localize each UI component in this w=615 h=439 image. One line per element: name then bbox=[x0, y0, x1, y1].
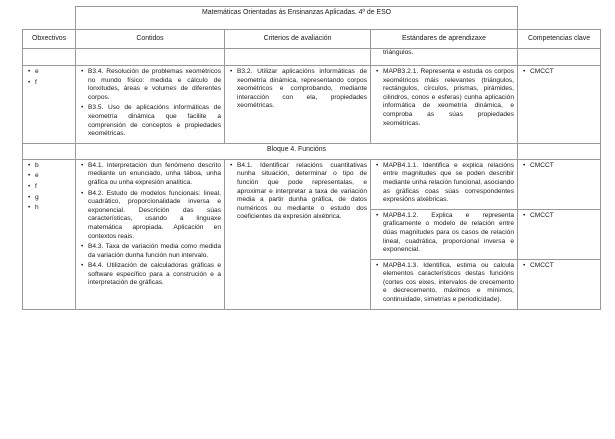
objective-item: • h bbox=[35, 204, 72, 213]
competence-item: • CMCCT bbox=[530, 162, 597, 171]
objective-item: • e bbox=[35, 68, 72, 77]
objective-item: • g bbox=[35, 194, 72, 203]
continuation-text: triángulos. bbox=[383, 49, 414, 56]
row-objectives bbox=[23, 66, 76, 144]
block4-competence-3 bbox=[518, 259, 601, 309]
header-competences: Competencias clave bbox=[518, 30, 601, 49]
content-item: • B4.3. Taxa de variación media como medida da variación dunha función nun intervalo. bbox=[88, 243, 221, 260]
standard-item: • MAPB3.2.1. Representa e estuda os corpos xeométricos máis relevantes (triángulos, rectángulos, círculos, prismas, pirámides, cilindros, conos e esferas) cunha aplicación informática de xeometría dinámica, e comproba as súas propiedades xeométricas. bbox=[383, 68, 514, 128]
header-contents: Contidos bbox=[76, 30, 225, 49]
objective-item: • e bbox=[35, 172, 72, 181]
block4-standard-2 bbox=[371, 209, 518, 259]
block4-competence-1 bbox=[518, 159, 601, 209]
row-competences bbox=[518, 66, 601, 144]
content-item: • B4.4. Utilización de calculadoras gráficas e software específico para a construción e a interpretación de gráficas. bbox=[88, 262, 221, 288]
content-item: • B3.4. Resolución de problemas xeométricos no mundo físico: medida e cálculo de lonxitudes, áreas e volumes de diferentes corpos. bbox=[88, 68, 221, 102]
standard-item: • MAPB4.1.3. Identifica, estima ou calcula elementos característicos destas funcións (cortes cos eixes, intervalos de crecemento e decrecemento, máximos e mínimos, continuidade, simetrías e periodicidade). bbox=[383, 262, 514, 305]
continuation-criteria bbox=[225, 49, 371, 66]
block-title: Bloque 4. Funcións bbox=[76, 143, 518, 159]
objective-item: • b bbox=[35, 162, 72, 171]
continuation-row bbox=[23, 49, 601, 66]
criteria-item: • B4.1. Identificar relacións cuantitativas nunha situación, determinar o tipo de función que pode representalas, e aproximar e interpretar a taxa de variación media a partir dunha gráfica, de datos numéricos ou mediante o estudo dos coeficientes da expresión alxébrica. bbox=[237, 162, 367, 222]
row-criteria bbox=[225, 66, 371, 144]
objective-item: • f bbox=[35, 79, 72, 88]
block-title-spacer-right bbox=[518, 143, 601, 159]
header-criteria: Criterios de avaliación bbox=[225, 30, 371, 49]
table-row bbox=[23, 66, 601, 144]
table-title-row bbox=[23, 7, 601, 30]
criteria-item: • B3.2. Utilizar aplicacións informáticas de xeometría dinámica, representando corpos xeométricos e comprobando, mediante interacción con ela, propiedades xeométricas. bbox=[237, 68, 367, 111]
content-item: • B4.2. Estudo de modelos funcionais: lineal, cuadrático, proporcionalidade inversa e exponencial. Descrición das súas características, usando a linguaxe matemática apropiada. Aplicación en contextos reais. bbox=[88, 190, 221, 242]
header-objectives: Obxectivos bbox=[23, 30, 76, 49]
block-title-row bbox=[23, 143, 601, 159]
header-standards: Estándares de aprendizaxe bbox=[371, 30, 518, 49]
content-item: • B3.5. Uso de aplicacións informáticas de xeometría dinámica que facilite a comprensión de conceptos e propiedades xeométricas. bbox=[88, 104, 221, 138]
continuation-competences bbox=[518, 49, 601, 66]
title-spacer-cell-right bbox=[518, 7, 601, 30]
block4-standard-1 bbox=[371, 159, 518, 209]
content-item: • B4.1. Interpretación dun fenómeno descrito mediante un enunciado, unha táboa, unha gráfica ou unha expresión analítica. bbox=[88, 162, 221, 188]
objective-item: • f bbox=[35, 183, 72, 192]
block4-competence-2 bbox=[518, 209, 601, 259]
block4-contents bbox=[76, 159, 225, 309]
header-row bbox=[23, 30, 601, 49]
continuation-contents bbox=[76, 49, 225, 66]
competence-item: • CMCCT bbox=[530, 262, 597, 271]
block4-criteria bbox=[225, 159, 371, 309]
block4-standard-3 bbox=[371, 259, 518, 309]
standard-item: • MAPB4.1.1. Identifica e explica relacións entre magnitudes que se poden describir mediante unha relación funcional, asociando as gráficas coas súas correspondentes expresións alxébricas. bbox=[383, 162, 514, 205]
title-spacer-cell bbox=[23, 7, 76, 30]
competence-item: • CMCCT bbox=[530, 68, 597, 77]
continuation-objectives bbox=[23, 49, 76, 66]
competence-item: • CMCCT bbox=[530, 212, 597, 221]
row-contents bbox=[76, 66, 225, 144]
block-title-spacer bbox=[23, 143, 76, 159]
table-title: Matemáticas Orientadas ás Ensinanzas Aplicadas. 4º de ESO bbox=[76, 7, 518, 30]
standard-item: • MAPB4.1.2. Explica e representa graficamente o modelo de relación entre dúas magnitudes para os casos de relación lineal, cuadrática, proporcional inversa e exponencial. bbox=[383, 212, 514, 255]
block4-objectives bbox=[23, 159, 76, 309]
continuation-standards bbox=[371, 49, 518, 66]
table-row bbox=[23, 159, 601, 209]
row-standards bbox=[371, 66, 518, 144]
curriculum-table bbox=[22, 6, 601, 310]
